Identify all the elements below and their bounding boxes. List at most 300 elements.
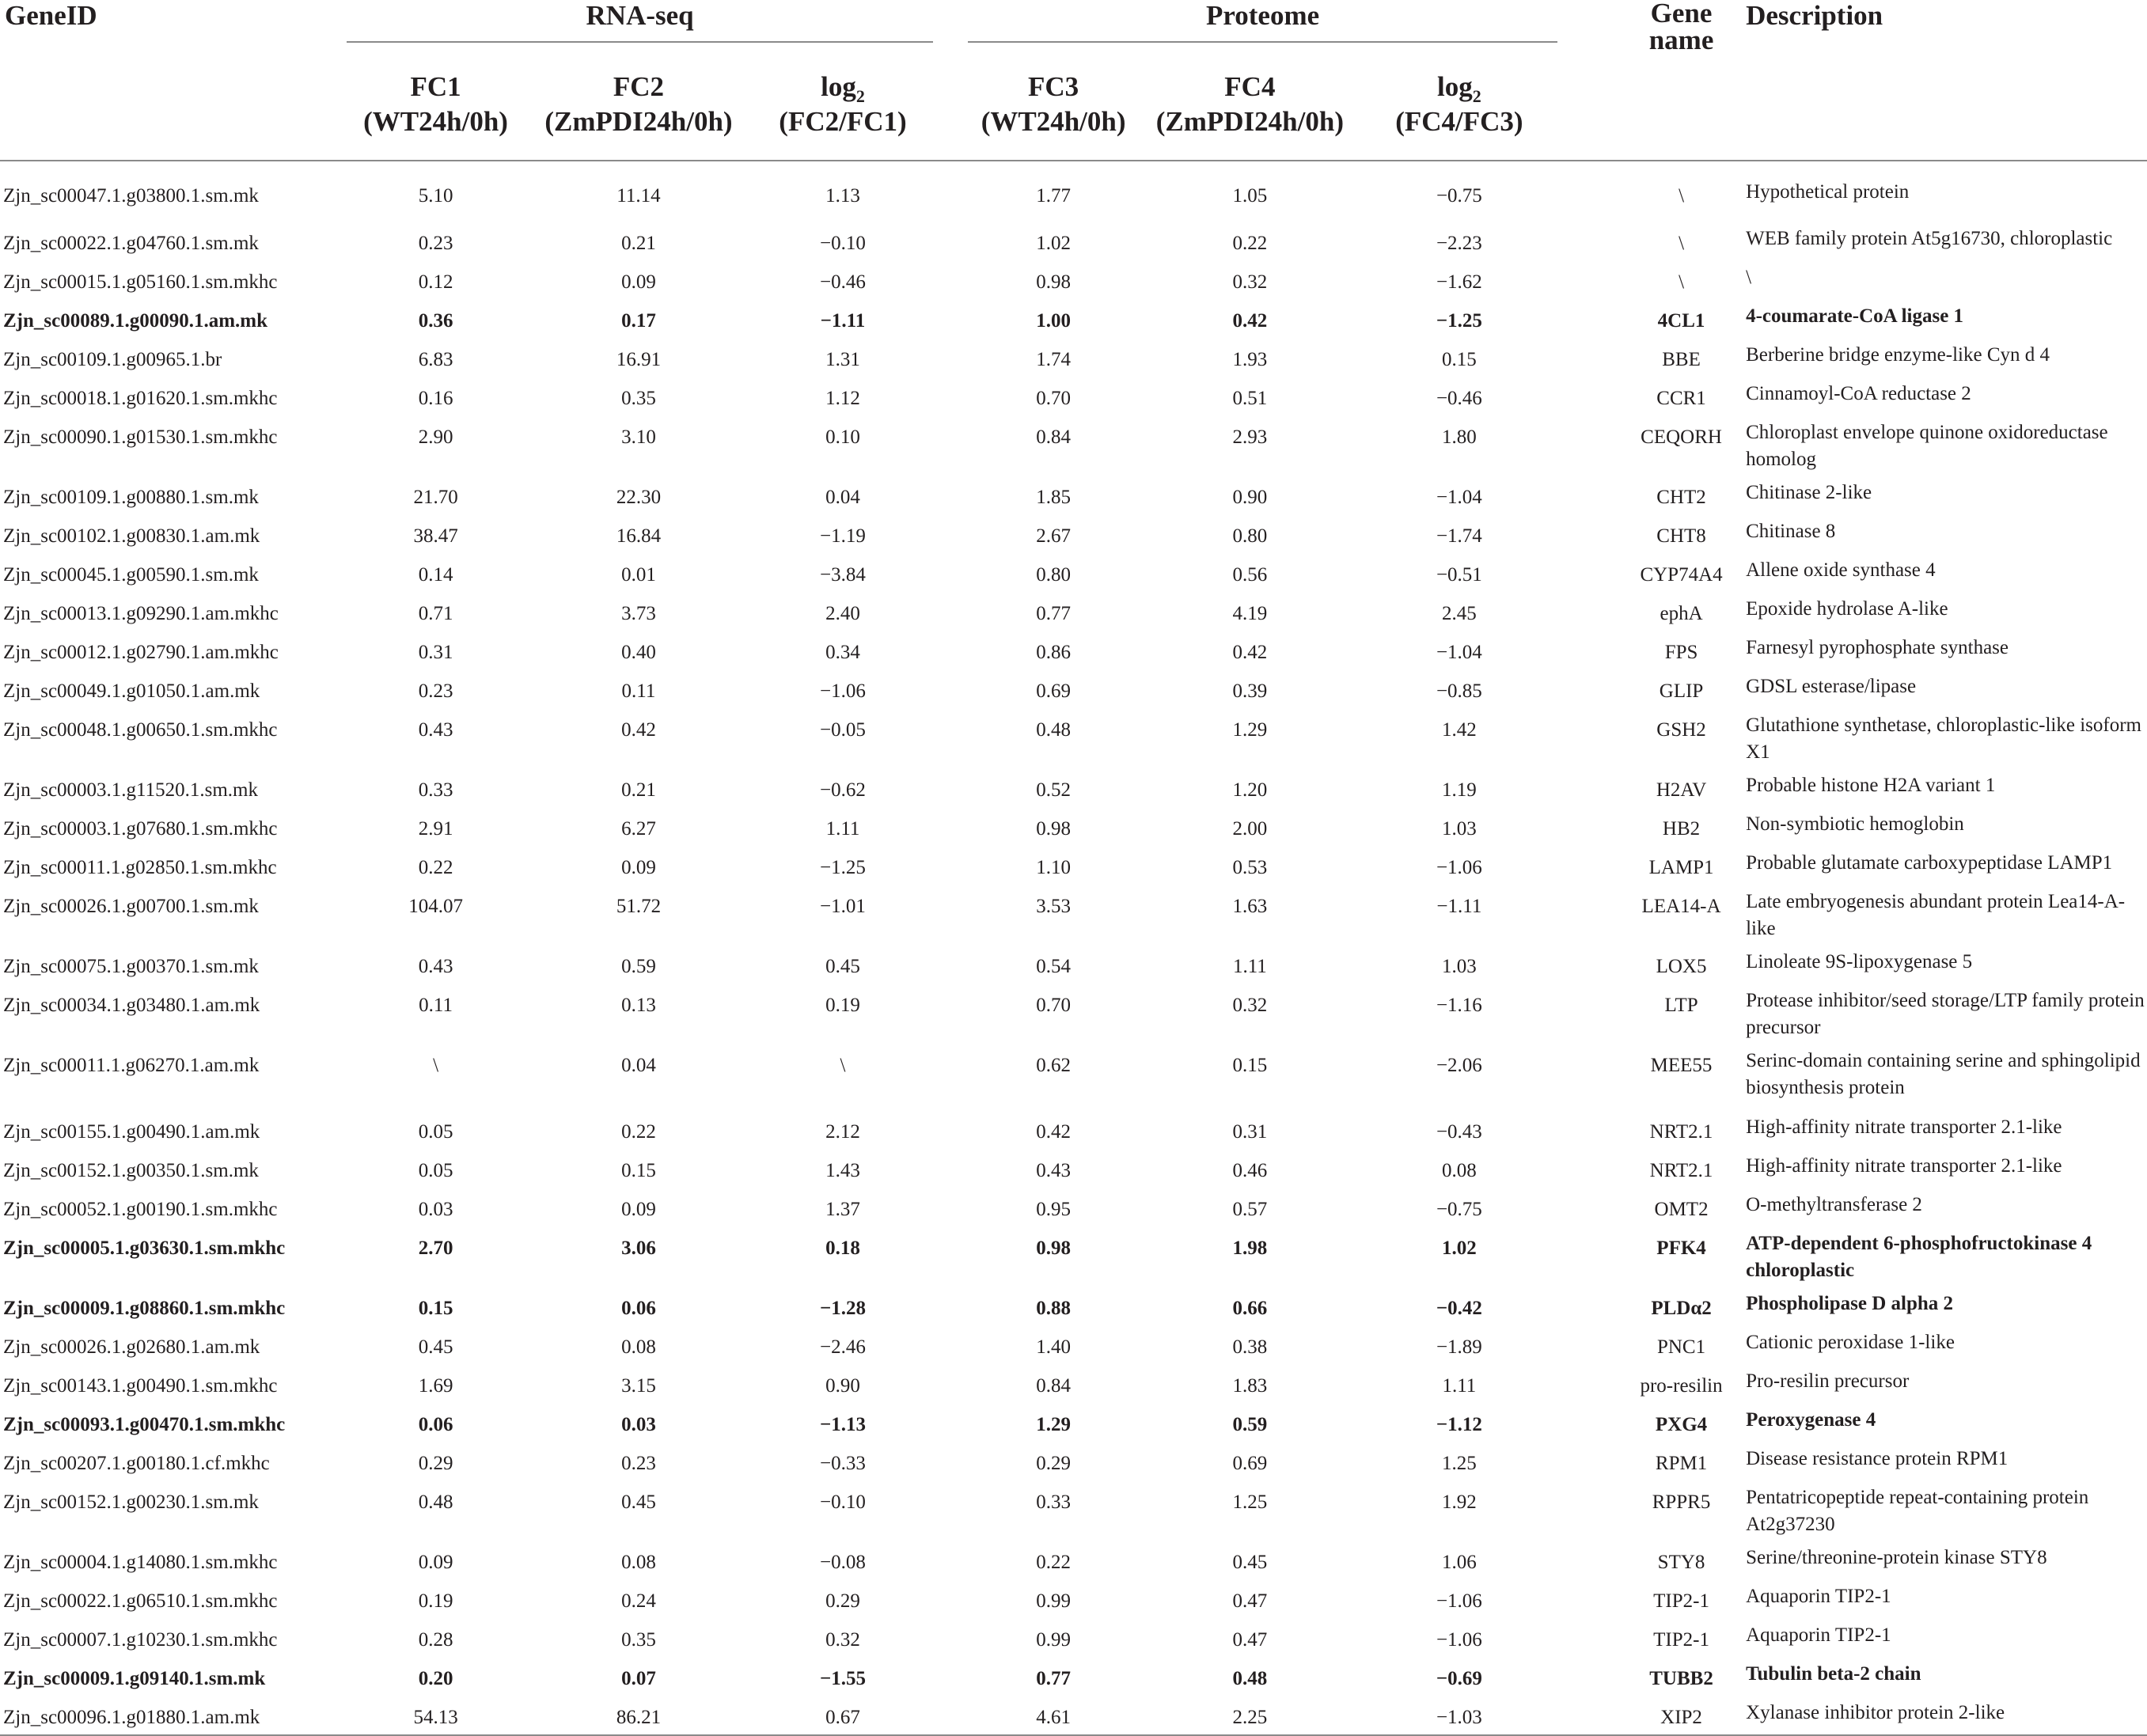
- gene-name-cell: OMT2: [1654, 1199, 1709, 1220]
- fc4-cell: 0.42: [1232, 642, 1268, 663]
- spacer-cell: [1557, 706, 1622, 766]
- table-row: [0, 1439, 2147, 1478]
- fc1-cell: 2.90: [418, 426, 453, 448]
- fc2-cell: 0.24: [621, 1590, 656, 1612]
- log2-fc4-fc3-cell: −0.85: [1436, 680, 1482, 702]
- log2-fc2-fc1-cell: −0.33: [820, 1453, 866, 1474]
- header-log2-a-sub: (FC2/FC1): [743, 104, 943, 161]
- table-row: [0, 882, 2147, 942]
- fc1-cell: 0.12: [418, 271, 453, 293]
- fc4-cell: 2.93: [1232, 426, 1268, 448]
- spacer-cell: [943, 512, 968, 551]
- gene-id-cell: Zjn_sc00090.1.g01530.1.sm.mkhc: [3, 426, 278, 448]
- header-fc4-sub: (ZmPDI24h/0h): [1139, 104, 1361, 161]
- spacer-cell: [943, 1041, 968, 1108]
- fc1-cell: 54.13: [337, 1693, 533, 1735]
- gene-name-cell: TUBB2: [1649, 1668, 1713, 1689]
- fc3-cell: 2.67: [1036, 525, 1071, 547]
- fc2-cell: 16.84: [616, 525, 662, 547]
- spacer-cell: [943, 942, 968, 981]
- header-proteome: [968, 0, 1557, 44]
- gene-name-cell: ephA: [1660, 603, 1703, 624]
- gene-id-cell: Zjn_sc00018.1.g01620.1.sm.mkhc: [3, 388, 278, 409]
- fc2-cell: 0.09: [621, 857, 656, 878]
- spacer-cell: [1557, 1439, 1622, 1478]
- fc1-cell: 2.70: [418, 1238, 453, 1259]
- fc2-cell: 0.23: [621, 1453, 656, 1474]
- fc2-cell: 0.35: [621, 388, 656, 409]
- fc2-cell: 0.17: [621, 310, 656, 332]
- log2-fc4-fc3-cell: −1.04: [1436, 487, 1482, 508]
- spacer-cell: [1557, 512, 1622, 551]
- log2-fc2-fc1-cell: −0.05: [820, 719, 866, 741]
- spacer-cell: [1557, 942, 1622, 981]
- table-body: [0, 161, 2147, 1735]
- gene-id-cell: Zjn_sc00052.1.g00190.1.sm.mkhc: [3, 1199, 278, 1220]
- log2-fc4-fc3-cell: 1.03: [1442, 818, 1477, 840]
- header-fc4: FC4: [1224, 71, 1276, 102]
- spacer-cell: [1557, 1362, 1622, 1401]
- fc3-cell: 0.88: [1036, 1298, 1071, 1319]
- gene-id-cell: Zjn_sc00093.1.g00470.1.sm.mkhc: [3, 1414, 286, 1435]
- log2-fc2-fc1-cell: 0.04: [825, 487, 860, 508]
- gene-id-cell: Zjn_sc00003.1.g07680.1.sm.mkhc: [3, 818, 278, 840]
- log2-fc4-fc3-cell: −1.62: [1436, 271, 1482, 293]
- log2-fc4-fc3-cell: 1.42: [1442, 719, 1477, 741]
- fc4-cell: 0.59: [1232, 1414, 1268, 1435]
- log2-fc4-fc3-cell: −0.69: [1436, 1668, 1482, 1689]
- spacer-cell: [1557, 219, 1622, 258]
- table-row: [0, 1577, 2147, 1616]
- header-log2-a-subscript: 2: [855, 86, 865, 106]
- description-cell: Berberine bridge enzyme-like Cyn d 4: [1746, 344, 2050, 366]
- fc3-cell: 0.86: [1036, 642, 1071, 663]
- fc1-cell: 2.91: [418, 818, 453, 840]
- log2-fc4-fc3-cell: 1.25: [1442, 1453, 1477, 1474]
- table-row: [0, 589, 2147, 628]
- fc4-cell: 0.46: [1232, 1160, 1268, 1181]
- spacer-cell: [1557, 1478, 1622, 1538]
- spacer-cell: [1557, 882, 1622, 942]
- fc3-cell: 1.74: [1036, 349, 1071, 370]
- fc2-cell: 51.72: [616, 896, 662, 917]
- table-row: [0, 551, 2147, 589]
- fc4-cell: 0.32: [1232, 995, 1268, 1016]
- header-gene-name-line2: name: [1648, 25, 1714, 55]
- fc3-cell: 0.48: [1036, 719, 1071, 741]
- description-cell: Allene oxide synthase 4: [1746, 559, 1936, 581]
- table-row: [0, 1323, 2147, 1362]
- log2-fc2-fc1-cell: 2.12: [825, 1121, 860, 1143]
- fc4-cell: 0.47: [1232, 1590, 1268, 1612]
- fc4-cell: 0.22: [1232, 233, 1268, 254]
- fc2-cell: 0.06: [621, 1298, 656, 1319]
- fc3-cell: 1.10: [1036, 857, 1071, 878]
- log2-fc2-fc1-cell: −0.62: [820, 779, 866, 801]
- log2-fc2-fc1-cell: −1.25: [820, 857, 866, 878]
- description-cell: Serine/threonine-protein kinase STY8: [1746, 1547, 2047, 1568]
- gene-id-cell: Zjn_sc00013.1.g09290.1.am.mkhc: [3, 603, 279, 624]
- fc1-cell: 0.05: [418, 1121, 453, 1143]
- gene-id-cell: Zjn_sc00022.1.g04760.1.sm.mk: [3, 233, 259, 254]
- table-row: [0, 1616, 2147, 1655]
- fc1-cell: 0.28: [418, 1629, 453, 1651]
- fc3-cell: 0.62: [1036, 1055, 1071, 1076]
- header-log2-a: [743, 44, 943, 104]
- spacer-cell: [1557, 1108, 1622, 1147]
- log2-fc4-fc3-cell: 1.06: [1442, 1552, 1477, 1573]
- header-spacer-2: [1557, 0, 1622, 161]
- fc3-cell: 0.22: [1036, 1552, 1071, 1573]
- spacer-cell: [943, 981, 968, 1041]
- log2-fc4-fc3-cell: −0.51: [1436, 564, 1482, 586]
- fc2-cell: 0.01: [621, 564, 656, 586]
- log2-fc2-fc1-cell: 0.32: [825, 1629, 860, 1651]
- description-cell: Cationic peroxidase 1-like: [1746, 1332, 1955, 1353]
- gene-id-cell: Zjn_sc00011.1.g06270.1.am.mk: [3, 1055, 260, 1076]
- fc4-cell: 2.00: [1232, 818, 1268, 840]
- spacer-cell: [1557, 1224, 1622, 1284]
- fc3-cell: 0.98: [1036, 818, 1071, 840]
- log2-fc4-fc3-cell: 1.02: [1442, 1238, 1477, 1259]
- fc3-cell: 0.43: [1036, 1160, 1071, 1181]
- spacer-cell: [1557, 413, 1622, 473]
- fc2-cell: 3.10: [621, 426, 656, 448]
- log2-fc2-fc1-cell: −2.46: [820, 1336, 866, 1358]
- gene-name-cell: BBE: [1662, 349, 1701, 370]
- fc1-cell: 0.31: [418, 642, 453, 663]
- description-cell: 4-coumarate-CoA ligase 1: [1746, 305, 1964, 327]
- log2-fc4-fc3-cell: 0.08: [1442, 1160, 1477, 1181]
- gene-id-cell: Zjn_sc00207.1.g00180.1.cf.mkhc: [3, 1453, 270, 1474]
- header-log2-b: [1361, 44, 1557, 104]
- log2-fc4-fc3-cell: −1.25: [1436, 310, 1482, 332]
- fc4-cell: 0.56: [1232, 564, 1268, 586]
- gene-name-cell: LTP: [1664, 995, 1698, 1016]
- fc4-cell: 1.29: [1232, 719, 1268, 741]
- description-cell: Pro-resilin precursor: [1746, 1370, 1910, 1392]
- log2-fc2-fc1-cell: 1.13: [825, 185, 860, 207]
- fc3-cell: 1.29: [1036, 1414, 1071, 1435]
- fc3-cell: 1.77: [1036, 185, 1071, 207]
- gene-name-cell: LAMP1: [1648, 857, 1714, 878]
- gene-name-cell: LEA14-A: [1641, 896, 1721, 917]
- table-row: [0, 1185, 2147, 1224]
- description-cell: Protease inhibitor/seed storage/LTP family protein precursor: [1746, 990, 2145, 1038]
- spacer-cell: [943, 628, 968, 667]
- gene-name-cell: FPS: [1664, 642, 1698, 663]
- table-row: [0, 805, 2147, 843]
- gene-name-cell: CEQORH: [1641, 426, 1722, 448]
- table-row: [0, 512, 2147, 551]
- table-row: [0, 219, 2147, 258]
- spacer-cell: [943, 1577, 968, 1616]
- gene-name-cell: PNC1: [1656, 1336, 1706, 1358]
- log2-fc4-fc3-cell: 2.45: [1442, 603, 1477, 624]
- header-fc1: FC1: [410, 71, 461, 102]
- log2-fc4-fc3-cell: 1.92: [1442, 1492, 1477, 1513]
- fc4-cell: 0.39: [1232, 680, 1268, 702]
- fc3-cell: 0.69: [1036, 680, 1071, 702]
- log2-fc4-fc3-cell: −1.06: [1436, 857, 1482, 878]
- gene-id-cell: Zjn_sc00048.1.g00650.1.sm.mkhc: [3, 719, 278, 741]
- table-row: [0, 335, 2147, 374]
- gene-id-cell: Zjn_sc00089.1.g00090.1.am.mk: [3, 310, 268, 332]
- log2-fc2-fc1-cell: 1.37: [825, 1199, 860, 1220]
- log2-fc4-fc3-cell: −2.23: [1436, 233, 1482, 254]
- gene-name-cell: NRT2.1: [1649, 1121, 1713, 1143]
- fc2-cell: 0.15: [621, 1160, 656, 1181]
- fc3-cell: 0.70: [1036, 388, 1071, 409]
- fc3-cell: 0.99: [1036, 1590, 1071, 1612]
- gene-id-cell: Zjn_sc00109.1.g00880.1.sm.mk: [3, 487, 259, 508]
- description-cell: Phospholipase D alpha 2: [1746, 1293, 1953, 1314]
- spacer-cell: [1557, 1538, 1622, 1577]
- table-row: [0, 766, 2147, 805]
- table-header: [0, 0, 2147, 161]
- log2-fc4-fc3-cell: −1.16: [1436, 995, 1482, 1016]
- header-fc2: FC2: [613, 71, 665, 102]
- description-cell: Tubulin beta-2 chain: [1746, 1663, 1921, 1685]
- fc4-cell: 0.31: [1232, 1121, 1268, 1143]
- fc3-cell: 0.33: [1036, 1492, 1071, 1513]
- log2-fc4-fc3-cell: −0.42: [1436, 1298, 1482, 1319]
- description-cell: Epoxide hydrolase A-like: [1746, 598, 1948, 620]
- log2-fc2-fc1-cell: 0.67: [743, 1693, 943, 1735]
- gene-id-cell: Zjn_sc00049.1.g01050.1.am.mk: [3, 680, 260, 702]
- header-fc1-sub: (WT24h/0h): [337, 104, 533, 161]
- spacer-cell: [943, 1284, 968, 1323]
- description-cell: Chitinase 8: [1746, 521, 1836, 542]
- table-row: [0, 667, 2147, 706]
- spacer-cell: [943, 1147, 968, 1185]
- spacer-cell: [943, 473, 968, 512]
- description-cell: Chloroplast envelope quinone oxidoreductase homolog: [1746, 422, 2108, 470]
- gene-name-cell: PLDα2: [1651, 1298, 1712, 1319]
- spacer-cell: [1557, 1693, 1622, 1735]
- table-row: [0, 1655, 2147, 1693]
- gene-id-cell: Zjn_sc00026.1.g02680.1.am.mk: [3, 1336, 260, 1358]
- fc3-cell: 1.40: [1036, 1336, 1071, 1358]
- description-cell: Farnesyl pyrophosphate synthase: [1746, 637, 2009, 658]
- log2-fc2-fc1-cell: 0.18: [825, 1238, 860, 1259]
- log2-fc4-fc3-cell: −0.46: [1436, 388, 1482, 409]
- fc2-cell: 0.04: [621, 1055, 656, 1076]
- spacer-cell: [943, 1323, 968, 1362]
- spacer-cell: [1557, 1323, 1622, 1362]
- gene-name-cell: GLIP: [1659, 680, 1704, 702]
- spacer-cell: [1557, 1041, 1622, 1108]
- spacer-cell: [943, 1185, 968, 1224]
- description-cell: Xylanase inhibitor protein 2-like: [1741, 1693, 2147, 1735]
- fc3-cell: 0.84: [1036, 1375, 1071, 1397]
- header-gene-name-line1: Gene: [1650, 0, 1713, 28]
- fc1-cell: 0.06: [418, 1414, 453, 1435]
- description-cell: Probable histone H2A variant 1: [1746, 775, 1996, 796]
- gene-name-cell: \: [1679, 271, 1685, 293]
- gene-name-cell: CYP74A4: [1640, 564, 1723, 586]
- description-cell: High-affinity nitrate transporter 2.1-like: [1746, 1155, 2062, 1177]
- fc2-cell: 0.59: [621, 956, 656, 977]
- log2-fc2-fc1-cell: 1.11: [825, 818, 860, 840]
- spacer-cell: [943, 766, 968, 805]
- spacer-cell: [1557, 805, 1622, 843]
- fc3-cell: 0.77: [1036, 1668, 1071, 1689]
- fc2-cell: 22.30: [616, 487, 662, 508]
- description-cell: Aquaporin TIP2-1: [1746, 1624, 1891, 1646]
- log2-fc2-fc1-cell: −1.55: [819, 1668, 866, 1689]
- fc1-cell: 0.15: [418, 1298, 453, 1319]
- fc4-cell: 1.93: [1232, 349, 1268, 370]
- fc2-cell: 3.73: [621, 603, 656, 624]
- gene-name-cell: TIP2-1: [1653, 1590, 1709, 1612]
- gene-name-cell: CHT8: [1656, 525, 1706, 547]
- gene-id-cell: Zjn_sc00109.1.g00965.1.br: [3, 349, 222, 370]
- fc1-cell: \: [433, 1055, 439, 1076]
- fc2-cell: 0.45: [621, 1492, 656, 1513]
- description-cell: Non-symbiotic hemoglobin: [1746, 813, 1964, 835]
- spacer-cell: [943, 805, 968, 843]
- spacer-cell: [943, 706, 968, 766]
- fc1-cell: 0.19: [418, 1590, 453, 1612]
- fc2-cell: 0.13: [621, 995, 656, 1016]
- header-spacer: [943, 0, 968, 161]
- spacer-cell: [943, 1655, 968, 1693]
- log2-fc2-fc1-cell: −1.11: [820, 310, 866, 332]
- spacer-cell: [1557, 473, 1622, 512]
- table-row: [0, 628, 2147, 667]
- fc1-cell: 104.07: [408, 896, 463, 917]
- spacer-cell: [1557, 297, 1622, 335]
- fc4-cell: 1.20: [1232, 779, 1268, 801]
- gene-name-cell: PXG4: [1655, 1414, 1708, 1435]
- fc1-cell: 0.23: [418, 680, 453, 702]
- log2-fc2-fc1-cell: −1.01: [820, 896, 866, 917]
- log2-fc2-fc1-cell: −0.10: [820, 1492, 866, 1513]
- description-cell: Cinnamoyl-CoA reductase 2: [1746, 383, 1971, 404]
- description-cell: Glutathione synthetase, chloroplastic-like isoform X1: [1746, 714, 2141, 763]
- gene-id-cell: Zjn_sc00096.1.g01880.1.am.mk: [0, 1693, 337, 1735]
- gene-name-cell: MEE55: [1650, 1055, 1713, 1076]
- spacer-cell: [943, 219, 968, 258]
- fc2-cell: 16.91: [616, 349, 662, 370]
- table-row: [0, 942, 2147, 981]
- spacer-cell: [1557, 1577, 1622, 1616]
- fc4-cell: 0.66: [1232, 1298, 1268, 1319]
- spacer-cell: [943, 1224, 968, 1284]
- header-log2-b-subscript: 2: [1472, 86, 1481, 106]
- fc2-cell: 6.27: [621, 818, 656, 840]
- description-cell: Hypothetical protein: [1746, 181, 1910, 203]
- log2-fc2-fc1-cell: −1.28: [819, 1298, 866, 1319]
- spacer-cell: [943, 1538, 968, 1577]
- fc4-cell: 0.38: [1232, 1336, 1268, 1358]
- spacer-cell: [1557, 551, 1622, 589]
- gene-name-cell: STY8: [1657, 1552, 1705, 1573]
- table-row: [0, 1693, 2147, 1735]
- spacer-cell: [1557, 766, 1622, 805]
- spacer-cell: [943, 1401, 968, 1439]
- fc4-cell: 0.57: [1232, 1199, 1268, 1220]
- gene-name-cell: \: [1679, 233, 1685, 254]
- log2-fc4-fc3-cell: 0.15: [1442, 349, 1477, 370]
- fc3-cell: 3.53: [1036, 896, 1071, 917]
- spacer-cell: [943, 258, 968, 297]
- fc3-cell: 0.98: [1036, 271, 1071, 293]
- description-cell: High-affinity nitrate transporter 2.1-like: [1746, 1116, 2062, 1138]
- spacer-cell: [1557, 1147, 1622, 1185]
- fc4-cell: 0.80: [1232, 525, 1268, 547]
- gene-id-cell: Zjn_sc00026.1.g00700.1.sm.mk: [3, 896, 259, 917]
- description-cell: Peroxygenase 4: [1746, 1409, 1876, 1431]
- fc1-cell: 5.10: [418, 185, 453, 207]
- description-cell: Chitinase 2-like: [1746, 482, 1872, 503]
- gene-name-cell: TIP2-1: [1653, 1629, 1709, 1651]
- fc3-cell: 0.54: [1036, 956, 1071, 977]
- fc4-cell: 0.15: [1232, 1055, 1268, 1076]
- fc1-cell: 0.23: [418, 233, 453, 254]
- fc2-cell: 0.09: [621, 271, 656, 293]
- fc3-cell: 1.02: [1036, 233, 1071, 254]
- fc4-cell: 0.45: [1232, 1552, 1268, 1573]
- log2-fc2-fc1-cell: 0.29: [825, 1590, 860, 1612]
- table-row: [0, 1147, 2147, 1185]
- gene-id-cell: Zjn_sc00011.1.g02850.1.sm.mkhc: [3, 857, 277, 878]
- fc2-cell: 0.42: [621, 719, 656, 741]
- fc3-cell: 1.00: [1036, 310, 1071, 332]
- fc3-cell: 0.98: [1036, 1238, 1071, 1259]
- log2-fc2-fc1-cell: 0.34: [825, 642, 860, 663]
- gene-id-cell: Zjn_sc00012.1.g02790.1.am.mkhc: [3, 642, 279, 663]
- fc2-cell: 3.15: [621, 1375, 656, 1397]
- table-row: [0, 161, 2147, 219]
- spacer-cell: [1557, 843, 1622, 882]
- fc2-cell: 0.35: [621, 1629, 656, 1651]
- log2-fc2-fc1-cell: 1.31: [825, 349, 860, 370]
- log2-fc4-fc3-cell: −0.75: [1436, 185, 1482, 207]
- fc4-cell: 1.83: [1232, 1375, 1268, 1397]
- spacer-cell: [943, 1478, 968, 1538]
- gene-name-cell: \: [1679, 185, 1685, 207]
- gene-id-cell: Zjn_sc00075.1.g00370.1.sm.mk: [3, 956, 259, 977]
- fc1-cell: 0.71: [418, 603, 453, 624]
- description-cell: Linoleate 9S-lipoxygenase 5: [1746, 951, 1973, 972]
- table-row: [0, 258, 2147, 297]
- gene-id-cell: Zjn_sc00143.1.g00490.1.sm.mkhc: [3, 1375, 278, 1397]
- log2-fc4-fc3-cell: −0.75: [1436, 1199, 1482, 1220]
- log2-fc4-fc3-cell: −1.11: [1436, 896, 1482, 917]
- fc3-cell: 0.70: [1036, 995, 1071, 1016]
- log2-fc4-fc3-cell: −1.04: [1436, 642, 1482, 663]
- spacer-cell: [1557, 161, 1622, 219]
- gene-id-cell: Zjn_sc00047.1.g03800.1.sm.mk: [3, 185, 259, 207]
- log2-fc4-fc3-cell: 1.03: [1442, 956, 1477, 977]
- fc4-cell: 0.47: [1232, 1629, 1268, 1651]
- fc1-cell: 0.36: [418, 310, 453, 332]
- fc2-cell: 0.40: [621, 642, 656, 663]
- header-fc2-sub: (ZmPDI24h/0h): [534, 104, 743, 161]
- description-cell: ATP-dependent 6-phosphofructokinase 4 chloroplastic: [1746, 1233, 2092, 1281]
- gene-id-cell: Zjn_sc00007.1.g10230.1.sm.mkhc: [3, 1629, 278, 1651]
- fc4-cell: 1.63: [1232, 896, 1268, 917]
- log2-fc4-fc3-cell: 1.11: [1442, 1375, 1477, 1397]
- table-row: [0, 981, 2147, 1041]
- log2-fc4-fc3-cell: −0.43: [1436, 1121, 1482, 1143]
- gene-id-cell: Zjn_sc00102.1.g00830.1.am.mk: [3, 525, 260, 547]
- table-row: [0, 706, 2147, 766]
- header-description: Description: [1741, 0, 2147, 161]
- spacer-cell: [943, 1616, 968, 1655]
